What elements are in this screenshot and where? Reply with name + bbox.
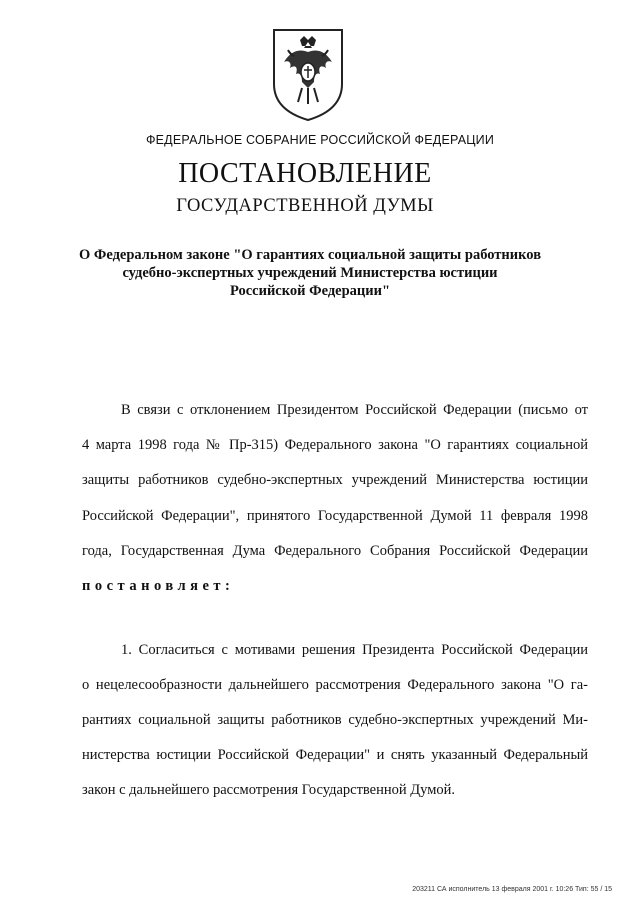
preamble-line: года, Государственная Дума Федерального Собрания Российской Федерации (82, 543, 588, 559)
preamble-line: защиты работников судебно-экспертных учреждений Министерства юстиции (82, 472, 588, 488)
document-title: ПОСТАНОВЛЕНИЕ (178, 158, 432, 189)
footer-registration-stamp: 203211 СА исполнитель 13 февраля 2001 г. 10:26 Тип: 55 / 15 (412, 886, 612, 893)
heading-line: О Федеральном законе "О гарантиях социальной защиты работников (78, 247, 542, 263)
decree-word: постановляет: (82, 578, 235, 594)
item1-line: 1. Согласиться с мотивами решения Президента Российской Федерации (121, 642, 588, 658)
item1-line: рантиях социальной защиты работников судебно-экспертных учреждений Ми- (82, 712, 588, 728)
preamble-line: В связи с отклонением Президентом Российской Федерации (письмо от (121, 402, 588, 418)
item1-line: нистерства юстиции Российской Федерации" и снять указанный Федеральный (82, 747, 588, 763)
document-subtitle: ГОСУДАРСТВЕННОЙ ДУМЫ (176, 196, 434, 216)
item1-line: о нецелесообразности дальнейшего рассмотрения Федерального закона "О га- (82, 677, 588, 693)
organization-name: ФЕДЕРАЛЬНОЕ СОБРАНИЕ РОССИЙСКОЙ ФЕДЕРАЦИИ (145, 133, 495, 147)
russian-coat-of-arms-icon (268, 26, 348, 122)
resolution-heading (70, 246, 550, 300)
heading-line: судебно-экспертных учреждений Министерства юстиции (122, 265, 498, 281)
heading-line: Российской Федерации" (229, 283, 391, 299)
preamble-line: 4 марта 1998 года № Пр-315) Федерального закона "О гарантиях социальной (82, 437, 588, 453)
item1-line: закон с дальнейшего рассмотрения Государственной Думой. (82, 782, 456, 798)
preamble-line: Российской Федерации", принятого Государственной Думой 11 февраля 1998 (82, 508, 588, 524)
